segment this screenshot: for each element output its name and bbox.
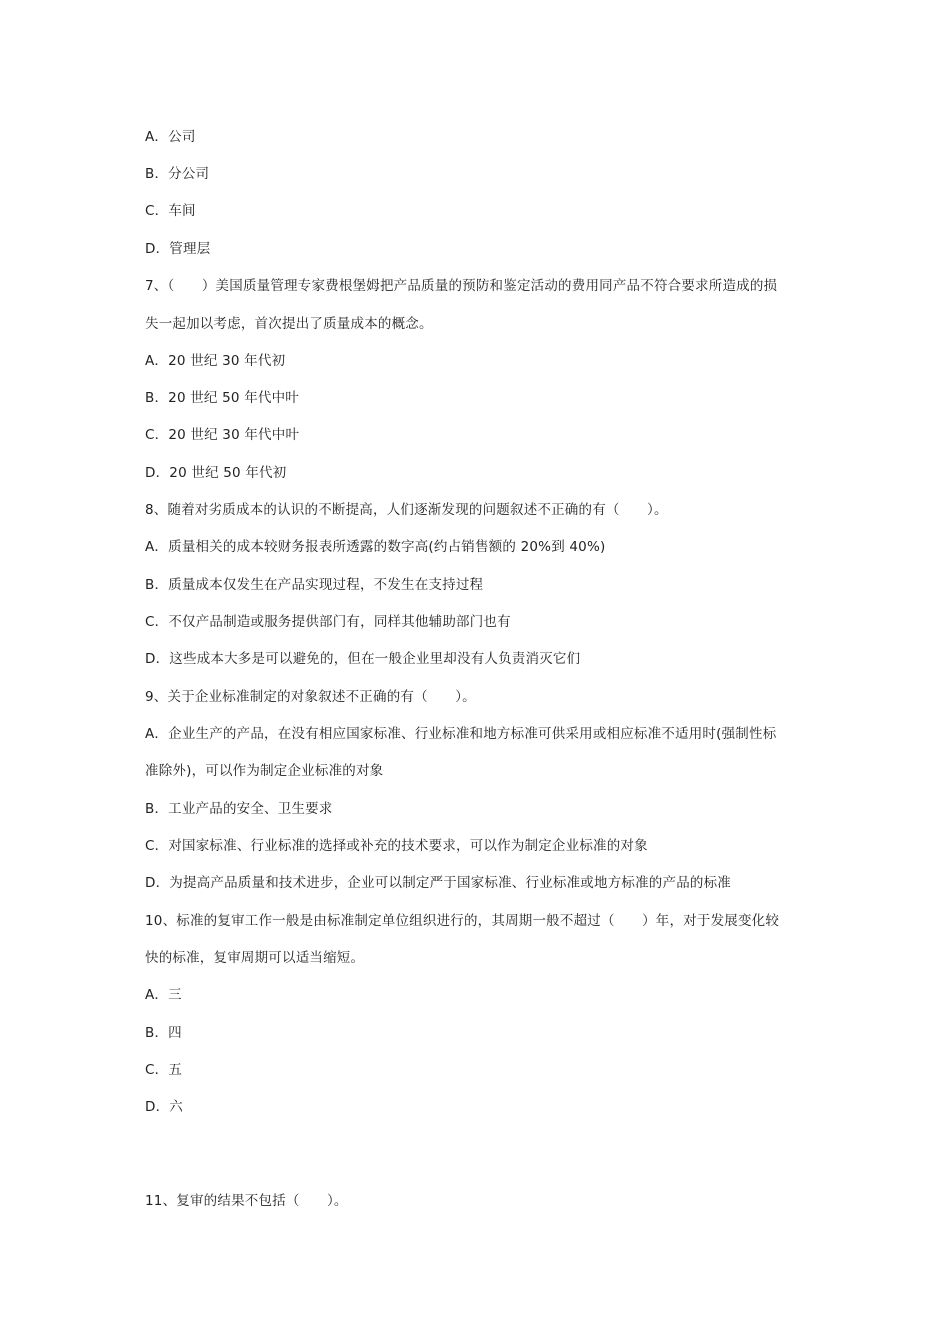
- option-a: A．公司: [145, 129, 196, 145]
- option-d: D．为提高产品质量和技术进步，企业可以制定严于国家标准、行业标准或地方标准的产品的标准: [145, 875, 731, 891]
- option-d: D．20 世纪 50 年代初: [145, 465, 287, 481]
- question-7: 7、（ ）美国质量管理专家费根堡姆把产品质量的预防和鉴定活动的费用同产品不符合要求所造成的损: [145, 278, 778, 294]
- question-9: 9、关于企业标准制定的对象叙述不正确的有（ ）。: [145, 689, 476, 705]
- option-c: C．车间: [145, 203, 196, 219]
- option-a: A．企业生产的产品，在没有相应国家标准、行业标准和地方标准可供采用或相应标准不适用时(强制性标: [145, 726, 777, 742]
- option-c: C．不仅产品制造或服务提供部门有，同样其他辅助部门也有: [145, 614, 511, 630]
- option-a: A．三: [145, 987, 182, 1003]
- option-a-continued: 准除外)，可以作为制定企业标准的对象: [145, 763, 384, 779]
- option-b: B．工业产品的安全、卫生要求: [145, 801, 333, 817]
- option-b: B．20 世纪 50 年代中叶: [145, 390, 299, 406]
- option-a: A．质量相关的成本较财务报表所透露的数字高(约占销售额的 20%到 40%): [145, 539, 606, 555]
- question-8: 8、随着对劣质成本的认识的不断提高，人们逐渐发现的问题叙述不正确的有（ ）。: [145, 502, 668, 518]
- option-a: A．20 世纪 30 年代初: [145, 353, 286, 369]
- question-11: 11、复审的结果不包括（ ）。: [145, 1193, 348, 1209]
- option-b: B．四: [145, 1025, 182, 1041]
- option-b: B．分公司: [145, 166, 210, 182]
- question-10-continued: 快的标准，复审周期可以适当缩短。: [145, 950, 365, 966]
- option-d: D．六: [145, 1099, 183, 1115]
- option-d: D．这些成本大多是可以避免的，但在一般企业里却没有人负责消灭它们: [145, 651, 581, 667]
- option-c: C．五: [145, 1062, 183, 1078]
- question-7-continued: 失一起加以考虑，首次提出了质量成本的概念。: [145, 316, 433, 332]
- option-b: B．质量成本仅发生在产品实现过程，不发生在支持过程: [145, 577, 484, 593]
- question-10: 10、标准的复审工作一般是由标准制定单位组织进行的，其周期一般不超过（ ）年，对于发展变化较: [145, 913, 780, 929]
- option-c: C．对国家标准、行业标准的选择或补充的技术要求，可以作为制定企业标准的对象: [145, 838, 648, 854]
- option-c: C．20 世纪 30 年代中叶: [145, 427, 300, 443]
- option-d: D．管理层: [145, 241, 211, 257]
